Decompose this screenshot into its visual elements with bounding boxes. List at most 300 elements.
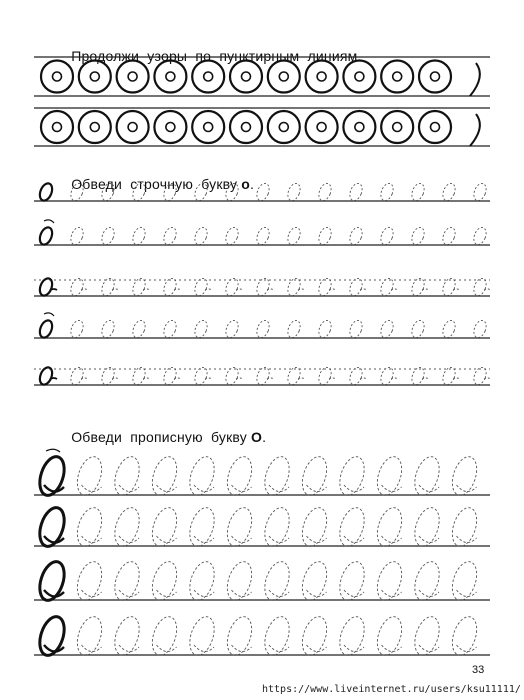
letter-O-tail (269, 485, 289, 492)
uppercase-model-letter (35, 559, 68, 604)
pattern-swirl (343, 61, 375, 93)
pattern-swirl (381, 61, 413, 93)
letter-O-tail (419, 485, 439, 492)
letter-O-tail (419, 536, 439, 543)
swirl-inner (53, 123, 62, 132)
lowercase-trace-letter (410, 319, 427, 340)
letter-O-loop (410, 454, 443, 499)
letter-O-loop (223, 505, 256, 550)
swirl-outer (117, 61, 149, 93)
swirl-inner (393, 123, 402, 132)
letter-O-tail (157, 645, 177, 652)
swirl-inner (431, 123, 440, 132)
uppercase-instruction-text: Обведи прописную букву (71, 429, 252, 445)
uppercase-trace-letter (73, 614, 106, 659)
uppercase-trace-letter (298, 454, 331, 499)
letter-o-loop (69, 226, 86, 247)
letter-O-loop (298, 614, 331, 659)
letter-connector (112, 289, 119, 290)
letter-o-loop (38, 182, 55, 203)
letter-o-loop (224, 319, 241, 340)
letter-connector (81, 289, 88, 290)
lowercase-trace-letter (224, 319, 241, 340)
uppercase-trace-letter (185, 505, 218, 550)
letter-O-tail (119, 536, 139, 543)
lowercase-trace-letter (224, 226, 241, 247)
uppercase-trace-letter (185, 559, 218, 604)
letter-connector (422, 378, 429, 379)
letter-O-loop (448, 505, 481, 550)
uppercase-trace-letter (110, 559, 143, 604)
letter-O-loop (73, 505, 106, 550)
letter-o-loop (162, 319, 179, 340)
pattern-swirl (117, 111, 149, 143)
letter-O-tail (457, 485, 477, 492)
uppercase-trace-letter (260, 454, 293, 499)
lowercase-trace-letter (472, 319, 489, 340)
pattern-swirl (230, 61, 262, 93)
uppercase-trace-letter (335, 614, 368, 659)
uppercase-trace-letter (185, 454, 218, 499)
swirl-inner (128, 72, 137, 81)
swirl-outer (230, 61, 262, 93)
swirl-outer (192, 111, 224, 143)
letter-o-loop (69, 319, 86, 340)
lowercase-trace-letter (286, 182, 303, 203)
letter-o-loop (379, 182, 396, 203)
letter-O-tail (157, 485, 177, 492)
letter-O-loop (110, 505, 143, 550)
lowercase-trace-letter (193, 182, 210, 203)
letter-O-tail (119, 485, 139, 492)
letter-o-loop (224, 366, 241, 387)
letter-o-loop (472, 319, 489, 340)
swirl-outer (230, 111, 262, 143)
lowercase-trace-letter (69, 226, 86, 247)
letter-o-loop (193, 182, 210, 203)
uppercase-trace-letter (148, 559, 181, 604)
letter-connector (391, 378, 398, 379)
letter-O-loop (373, 505, 406, 550)
letter-connector (143, 378, 150, 379)
letter-connector (329, 378, 336, 379)
letter-connector (484, 289, 491, 290)
letter-O-tail (194, 485, 214, 492)
letter-o-loop (286, 182, 303, 203)
pattern-swirl (306, 111, 338, 143)
letter-O-loop (298, 454, 331, 499)
uppercase-trace-letter (185, 614, 218, 659)
pattern-swirl (268, 111, 300, 143)
letter-o-loop (348, 182, 365, 203)
pattern-tail (470, 114, 480, 146)
letter-o-loop (379, 277, 396, 298)
letter-O-loop (73, 454, 106, 499)
letter-connector (112, 378, 119, 379)
lowercase-trace-letter (441, 182, 458, 203)
letter-O-loop (148, 614, 181, 659)
lowercase-trace-letter (441, 319, 458, 340)
letter-connector (174, 378, 181, 379)
letter-connector (360, 378, 367, 379)
letter-O-tail (419, 590, 439, 597)
letter-O-loop (148, 505, 181, 550)
uppercase-trace-letter (410, 505, 443, 550)
letter-connector (50, 378, 57, 379)
uppercase-trace-letter (73, 505, 106, 550)
letter-o-loop (379, 319, 396, 340)
lowercase-trace-letter (286, 319, 303, 340)
uppercase-trace-letter (448, 559, 481, 604)
letter-O-loop (260, 614, 293, 659)
swirl-outer (79, 61, 111, 93)
lowercase-trace-letter (472, 226, 489, 247)
swirl-inner (242, 72, 251, 81)
letter-connector (205, 378, 212, 379)
letter-O-tail (232, 536, 252, 543)
lowercase-trace-letter (255, 319, 272, 340)
letter-O-loop (223, 614, 256, 659)
letter-o-loop (286, 319, 303, 340)
letter-o-loop (255, 366, 272, 387)
letter-O-loop (73, 614, 106, 659)
letter-o-loop (317, 226, 334, 247)
lowercase-trace-letter (193, 319, 210, 340)
letter-O-loop (335, 505, 368, 550)
pattern-swirl (154, 61, 186, 93)
swirl-inner (53, 72, 62, 81)
letter-o-loop (348, 226, 365, 247)
swirl-outer (154, 111, 186, 143)
letter-o-loop (100, 319, 117, 340)
letter-o-loop (410, 277, 427, 298)
letter-o-loop (441, 319, 458, 340)
letter-O-loop (185, 454, 218, 499)
letter-O-tail (382, 645, 402, 652)
pattern-swirl (117, 61, 149, 93)
swirl-inner (90, 123, 99, 132)
letter-connector (391, 289, 398, 290)
letter-o-loop (379, 366, 396, 387)
uppercase-trace-letter (260, 505, 293, 550)
swirl-outer (41, 111, 73, 143)
letter-O-loop (223, 454, 256, 499)
letter-O-tail (269, 645, 289, 652)
lowercase-trace-letter (193, 226, 210, 247)
swirl-inner (317, 123, 326, 132)
uppercase-trace-letter (260, 614, 293, 659)
letter-O-tail (307, 485, 327, 492)
letter-o-loop (379, 226, 396, 247)
uppercase-model-letter (35, 505, 68, 550)
letter-o-loop (131, 226, 148, 247)
letter-O-tail (157, 590, 177, 597)
letter-O-tail (344, 536, 364, 543)
uppercase-trace-letter (223, 454, 256, 499)
letter-O-loop (223, 559, 256, 604)
letter-o-loop (286, 226, 303, 247)
letter-O-tail (457, 590, 477, 597)
letter-O-tail (307, 590, 327, 597)
swirl-outer (192, 61, 224, 93)
uppercase-trace-letter (223, 559, 256, 604)
letter-o-loop (255, 277, 272, 298)
letter-connector (298, 289, 305, 290)
letter-O-tail (269, 590, 289, 597)
letter-O-tail (119, 645, 139, 652)
letter-connector (50, 289, 57, 290)
lowercase-trace-letter (131, 182, 148, 203)
uppercase-trace-letter (148, 505, 181, 550)
letter-O-loop (448, 454, 481, 499)
letter-O-loop (185, 559, 218, 604)
letter-o-loop (255, 182, 272, 203)
uppercase-trace-letter (373, 614, 406, 659)
letter-o-loop (410, 366, 427, 387)
uppercase-model-letter (35, 614, 68, 659)
uppercase-trace-letter (410, 454, 443, 499)
swirl-outer (381, 61, 413, 93)
letter-O-loop (335, 614, 368, 659)
uppercase-trace-letter (110, 614, 143, 659)
letter-o-loop (131, 182, 148, 203)
pattern-swirl (154, 111, 186, 143)
uppercase-trace-letter (73, 454, 106, 499)
letter-O-loop (448, 559, 481, 604)
direction-arrow (44, 220, 54, 223)
uppercase-trace-letter (298, 614, 331, 659)
lowercase-trace-letter (69, 319, 86, 340)
letter-o-loop (100, 226, 117, 247)
lowercase-model-letter (38, 182, 55, 203)
swirl-inner (355, 123, 364, 132)
lowercase-trace-letter (348, 226, 365, 247)
lowercase-trace-letter (69, 182, 86, 203)
swirl-outer (343, 111, 375, 143)
uppercase-trace-letter (448, 614, 481, 659)
uppercase-trace-letter (410, 614, 443, 659)
letter-O-loop (373, 454, 406, 499)
letter-O-tail (344, 590, 364, 597)
lowercase-trace-letter (162, 319, 179, 340)
letter-o-loop (193, 319, 210, 340)
swirl-outer (117, 111, 149, 143)
uppercase-trace-letter (335, 559, 368, 604)
letter-o-loop (162, 226, 179, 247)
letter-connector (236, 289, 243, 290)
direction-arrow (44, 313, 54, 316)
pattern-swirl (230, 111, 262, 143)
letter-connector (453, 289, 460, 290)
lowercase-trace-letter (379, 182, 396, 203)
uppercase-trace-letter (223, 505, 256, 550)
swirl-outer (41, 61, 73, 93)
pattern-swirl (419, 111, 451, 143)
pattern-swirl (192, 111, 224, 143)
swirl-inner (242, 123, 251, 132)
swirl-outer (343, 61, 375, 93)
lowercase-trace-letter (224, 182, 241, 203)
uppercase-trace-letter (373, 454, 406, 499)
swirl-inner (431, 72, 440, 81)
letter-O-tail (82, 645, 102, 652)
letter-O-loop (373, 559, 406, 604)
swirl-outer (268, 61, 300, 93)
letter-O-tail (382, 536, 402, 543)
pattern-swirl (343, 111, 375, 143)
letter-connector (174, 289, 181, 290)
letter-O-loop (335, 559, 368, 604)
letter-O-tail (344, 485, 364, 492)
swirl-outer (419, 61, 451, 93)
letter-connector (267, 378, 274, 379)
lowercase-trace-letter (255, 226, 272, 247)
uppercase-trace-letter (223, 614, 256, 659)
uppercase-trace-letter (73, 559, 106, 604)
pattern-instruction-text: Продолжи узоры по пунктирным линиям. (71, 48, 362, 64)
lowercase-trace-letter (131, 319, 148, 340)
letter-connector (453, 378, 460, 379)
uppercase-trace-letter (148, 614, 181, 659)
letter-o-loop (193, 226, 210, 247)
lowercase-trace-letter (472, 182, 489, 203)
letter-O-loop (73, 559, 106, 604)
letter-O-tail (232, 590, 252, 597)
letter-O-loop (298, 505, 331, 550)
letter-O-loop (260, 454, 293, 499)
uppercase-trace-letter (448, 505, 481, 550)
letter-o-loop (224, 277, 241, 298)
letter-o-loop (38, 319, 55, 340)
letter-O-tail (269, 536, 289, 543)
lowercase-trace-letter (317, 319, 334, 340)
swirl-outer (154, 61, 186, 93)
letter-o-loop (441, 226, 458, 247)
letter-o-loop (348, 319, 365, 340)
swirl-outer (268, 111, 300, 143)
pattern-swirl (419, 61, 451, 93)
letter-o-loop (162, 182, 179, 203)
uppercase-model-letter (35, 449, 68, 498)
letter-o-loop (441, 182, 458, 203)
letter-O-loop (110, 559, 143, 604)
uppercase-letter: О (251, 429, 263, 445)
uppercase-instruction-suffix: . (262, 429, 267, 445)
letter-O-tail (194, 645, 214, 652)
uppercase-trace-letter (298, 505, 331, 550)
letter-o-loop (69, 366, 86, 387)
letter-O-tail (419, 645, 439, 652)
lowercase-trace-letter (286, 226, 303, 247)
letter-O-loop (185, 614, 218, 659)
uppercase-trace-letter (373, 505, 406, 550)
swirl-outer (419, 111, 451, 143)
letter-O-loop (410, 614, 443, 659)
letter-connector (205, 289, 212, 290)
letter-O-loop (298, 559, 331, 604)
letter-o-loop (472, 182, 489, 203)
letter-connector (329, 289, 336, 290)
letter-connector (236, 378, 243, 379)
letter-O-loop (373, 614, 406, 659)
uppercase-trace-letter (448, 454, 481, 499)
lowercase-trace-letter (348, 319, 365, 340)
lowercase-trace-letter (379, 319, 396, 340)
pattern-swirl (268, 61, 300, 93)
swirl-inner (355, 72, 364, 81)
direction-arrow (46, 449, 60, 452)
letter-o-loop (224, 182, 241, 203)
letter-O-loop (110, 614, 143, 659)
swirl-inner (90, 72, 99, 81)
letter-connector (422, 289, 429, 290)
lowercase-trace-letter (162, 182, 179, 203)
letter-o-loop (255, 319, 272, 340)
letter-O-loop (410, 505, 443, 550)
uppercase-trace-letter (373, 559, 406, 604)
letter-O-tail (82, 485, 102, 492)
letter-O-tail (307, 536, 327, 543)
swirl-outer (306, 111, 338, 143)
letter-O-loop (110, 454, 143, 499)
letter-O-loop (148, 559, 181, 604)
letter-o-loop (131, 319, 148, 340)
letter-O-tail (382, 590, 402, 597)
letter-o-loop (317, 319, 334, 340)
lowercase-trace-letter (348, 182, 365, 203)
letter-o-loop (317, 182, 334, 203)
letter-O-tail (232, 645, 252, 652)
pattern-swirl (306, 61, 338, 93)
letter-O-tail (232, 485, 252, 492)
letter-O-loop (185, 505, 218, 550)
letter-O-tail (307, 645, 327, 652)
letter-o-loop (100, 366, 117, 387)
letter-connector (81, 378, 88, 379)
lowercase-trace-letter (131, 226, 148, 247)
uppercase-trace-letter (260, 559, 293, 604)
lowercase-instruction-suffix: . (250, 176, 255, 192)
letter-O-loop (260, 505, 293, 550)
swirl-inner (204, 123, 213, 132)
letter-O-tail (119, 590, 139, 597)
pattern-swirl (381, 111, 413, 143)
swirl-inner (279, 123, 288, 132)
letter-connector (143, 289, 150, 290)
letter-O-loop (335, 454, 368, 499)
letter-O-tail (157, 536, 177, 543)
letter-o-loop (100, 277, 117, 298)
uppercase-trace-letter (110, 454, 143, 499)
letter-O-tail (457, 645, 477, 652)
lowercase-letter: о (241, 176, 251, 192)
swirl-inner (166, 123, 175, 132)
swirl-outer (306, 61, 338, 93)
letter-o-loop (255, 226, 272, 247)
letter-O-tail (82, 536, 102, 543)
uppercase-trace-letter (148, 454, 181, 499)
letter-O-tail (82, 590, 102, 597)
letter-o-loop (38, 226, 55, 247)
lowercase-trace-letter (100, 226, 117, 247)
pattern-swirl (41, 111, 73, 143)
letter-O-tail (194, 536, 214, 543)
letter-connector (360, 289, 367, 290)
letter-O-tail (457, 536, 477, 543)
swirl-outer (381, 111, 413, 143)
pattern-tail (470, 63, 480, 96)
letter-o-loop (69, 277, 86, 298)
